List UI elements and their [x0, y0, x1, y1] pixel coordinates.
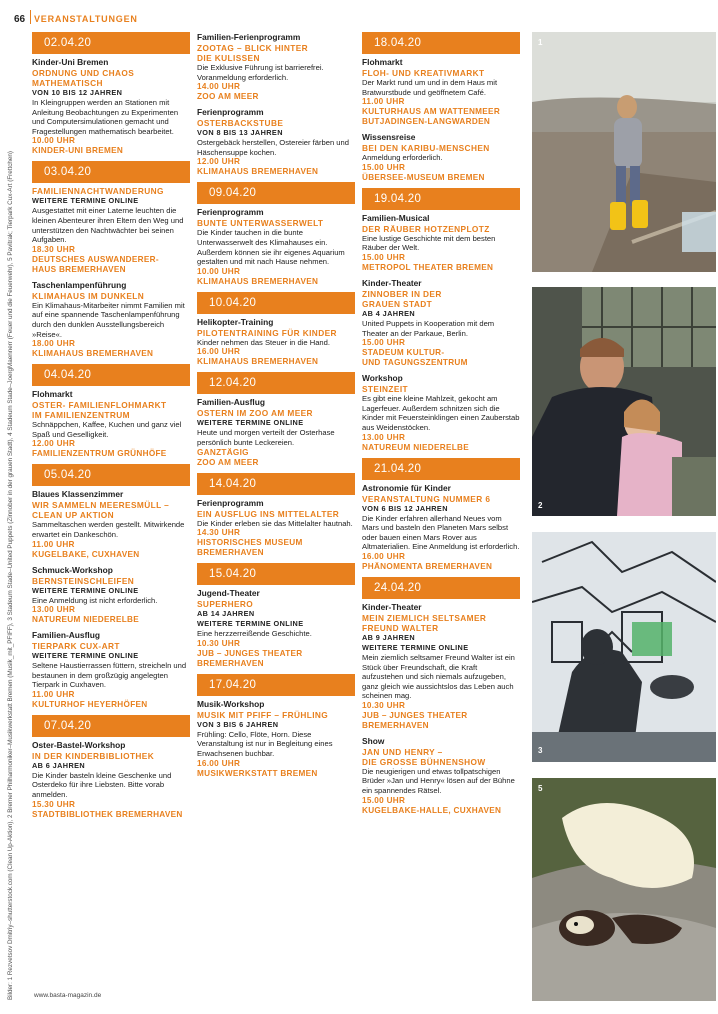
event-title: BERNSTEINSCHLEIFEN — [32, 575, 135, 586]
date-header: 17.04.20 — [197, 674, 355, 696]
event-age: VON 8 BIS 13 JAHREN — [197, 128, 283, 138]
event-title: WIR SAMMELN MEERESMÜLL – CLEAN UP AKTION — [32, 500, 170, 521]
event-age: AB 4 JAHREN — [362, 308, 416, 318]
event-title: EIN AUSFLUG INS MITTELALTER — [197, 508, 340, 519]
photo-label: 5 — [538, 784, 543, 793]
date-header: 05.04.20 — [32, 464, 190, 486]
event-location: STADTBIBLIOTHEK BREMERHAVEN — [32, 809, 183, 819]
event-category: Musik-Workshop — [197, 698, 265, 709]
event-time: 10.30 UHR — [362, 700, 406, 710]
event-title: TIERPARK CUX-ART — [32, 641, 120, 652]
event-item — [197, 498, 355, 559]
event-description: Die Kinder tauchen in die bunte Unterwasserwelt des Klimahauses ein. Außerdem können sie ihr eigenes Aquarium gestalten und mit nach Hause nehmen. — [197, 228, 345, 267]
event-location: KLIMAHAUS BREMERHAVEN — [197, 357, 319, 367]
event-time: 15.00 UHR — [362, 338, 406, 348]
photo-father-daughter — [532, 287, 716, 516]
date-header: 02.04.20 — [32, 32, 190, 54]
event-time: 15.00 UHR — [362, 252, 406, 262]
event-item — [197, 397, 355, 467]
event-description: Eine herzzerreißende Geschichte. — [197, 629, 312, 639]
photo-label: 1 — [538, 38, 543, 47]
event-description: Der Markt rund um und in dem Haus mit Bratwurstbude und geöffnetem Café. — [362, 78, 498, 97]
header-divider — [30, 10, 31, 24]
date-header: 09.04.20 — [197, 182, 355, 204]
event-description: Schnäppchen, Kaffee, Kuchen und ganz viel Spaß und Geselligkeit. — [32, 420, 182, 439]
event-description: Ausgestattet mit einer Laterne leuchten die kleinen Abenteurer ihren Eltern den Weg und unterstützen den Nachtwächter bei seinen Aufgaben. — [32, 206, 184, 245]
event-age: WEITERE TERMINE ONLINE — [197, 418, 304, 428]
date-header: 12.04.20 — [197, 372, 355, 394]
event-item — [197, 699, 355, 779]
event-title: ZINNOBER IN DER GRAUEN STADT — [362, 288, 442, 309]
event-time: 10.00 UHR — [32, 136, 76, 146]
event-age: VON 3 BIS 6 JAHREN — [197, 719, 279, 729]
event-age: AB 14 JAHREN WEITERE TERMINE ONLINE — [197, 609, 304, 629]
event-time: 11.00 UHR — [32, 689, 75, 699]
event-location: KINDER-UNI BREMEN — [32, 146, 124, 156]
event-item — [32, 565, 190, 626]
event-title: BUNTE UNTERWASSERWELT — [197, 218, 324, 229]
event-item — [32, 186, 190, 274]
date-header: 04.04.20 — [32, 364, 190, 386]
event-category: Show — [362, 735, 385, 746]
event-title: ZOOTAG – BLICK HINTER DIE KULISSEN — [197, 43, 309, 63]
column-3 — [362, 32, 520, 821]
event-description: Die Kinder basteln kleine Geschenke und Osterdeko für ihre Liebsten. Bitte vorab anmelden. — [32, 770, 172, 800]
event-item — [197, 588, 355, 669]
event-time: 18.30 UHR — [32, 244, 76, 254]
event-title: FLOH- UND KREATIVMARKT — [362, 68, 485, 78]
event-time: 16.00 UHR — [362, 551, 406, 561]
date-header: 18.04.20 — [362, 32, 520, 54]
event-time: 11.00 UHR — [362, 97, 405, 107]
event-location: NATUREUM NIEDERELBE — [362, 442, 469, 452]
event-location: ZOO AM MEER — [197, 92, 259, 102]
event-category: Familien-Ferienprogramm — [197, 32, 301, 42]
credits-text: Bilder: 1 Rezvetsov Dmitriy–shutterstock.com (Clean Up-Aktion), 2 Bremer Philharmoniker–Musikwerkstatt Bremen (Musik_mit_PFIFF), 3 Stadeum Stade–United Puppets (Zinnober in der grauen Stadt), 4 Stadeum Stade–JoergMaennerr (Feuer und die Feuerwehr), 5 Pavitrak; Tierpark Cux-Art (Frettchen) — [7, 150, 14, 1000]
event-age: AB 6 JAHREN — [32, 760, 86, 770]
event-item — [197, 107, 355, 177]
event-time: 15.00 UHR — [362, 795, 406, 805]
event-category: Schmuck-Workshop — [32, 564, 113, 575]
event-time: 18.00 UHR — [32, 339, 76, 349]
event-category: Ferienprogramm — [197, 107, 264, 118]
child-rainboots-beach-photo — [532, 32, 716, 272]
event-item — [32, 389, 190, 459]
event-category: Familien-Musical — [362, 212, 430, 223]
event-location: NATUREUM NIEDERELBE — [32, 615, 139, 625]
event-location: ZOO AM MEER — [197, 457, 259, 467]
event-title: FAMILIENNACHTWANDERUNG — [32, 186, 164, 197]
event-category: Jugend-Theater — [197, 588, 260, 599]
event-item — [32, 740, 190, 820]
column-2 — [197, 32, 355, 784]
event-description: Ein Klimahaus-Mitarbeiter nimmt Familien mit auf eine spannende Taschenlampenführung durch den dunklen Ausstellungsbereich »Reise«. — [32, 300, 185, 339]
date-header: 14.04.20 — [197, 473, 355, 495]
event-title: JAN UND HENRY – DIE GROSSE BÜHNENSHOW — [362, 746, 486, 767]
event-age: VON 6 BIS 12 JAHREN — [362, 503, 448, 513]
photo-ferret — [532, 778, 716, 1001]
puppet-theater-silhouette-photo — [532, 532, 716, 762]
date-header: 19.04.20 — [362, 188, 520, 210]
event-time: 13.00 UHR — [362, 432, 406, 442]
event-category: Astronomie für Kinder — [362, 482, 451, 493]
event-location: KLIMAHAUS BREMERHAVEN — [197, 276, 319, 286]
event-time: 16.00 UHR — [197, 758, 241, 768]
event-category: Blaues Klassenzimmer — [32, 489, 124, 500]
event-title: OSTERN IM ZOO AM MEER — [197, 408, 313, 419]
event-location: KLIMAHAUS BREMERHAVEN — [197, 167, 319, 177]
event-location: KUGELBAKE-HALLE, CUXHAVEN — [362, 805, 502, 815]
photo-label: 3 — [538, 746, 543, 755]
event-description: Die Exklusive Führung ist barrierefrei. Voranmeldung erforderlich. — [197, 63, 324, 82]
event-item — [197, 32, 355, 102]
event-description: Mein ziemlich seltsamer Freund Walter ist ein Stück über Freundschaft, die Kraft aufzustehen und sich niemals aufzugeben, ganz gleich wie aussichtslos das Leben auch scheinen mag. — [362, 652, 515, 701]
event-location: KUGELBAKE, CUXHAVEN — [32, 549, 140, 559]
event-item — [32, 57, 190, 156]
event-description: Eine Anmeldung ist nicht erforderlich. — [32, 595, 158, 605]
event-description: Ostergebäck herstellen, Ostereier färben und Häschensuppe kochen. — [197, 138, 349, 157]
event-description: Kinder nehmen das Steuer in die Hand. — [197, 337, 330, 347]
event-item — [362, 483, 520, 572]
page-number: 66 — [14, 14, 26, 25]
event-category: Familien-Ausflug — [197, 397, 265, 408]
event-time: 15.00 UHR — [362, 162, 406, 172]
event-description: Es gibt eine kleine Mahlzeit, gekocht am Lagerfeuer. Außerdem schnitzen sich die Kinder mit Feuersteinklingen einen Zauberstab aus Weidenstöcken. — [362, 394, 520, 432]
event-item — [197, 207, 355, 286]
event-category: Ferienprogramm — [197, 207, 264, 218]
event-description: Die Kinder erleben sie das Mittelalter hautnah. — [197, 518, 353, 528]
event-location: JUB – JUNGES THEATER BREMERHAVEN — [197, 648, 303, 668]
footer-url: www.basta-magazin.de — [34, 992, 102, 999]
event-age: VON 10 BIS 12 JAHREN — [32, 88, 123, 97]
event-item — [32, 280, 190, 359]
event-description: In Kleingruppen werden an Stationen mit Anleitung Beobachtungen zu Experimenten und Computersimulationen gemacht und Fragestellungen mathematisch bearbeitet. — [32, 98, 179, 136]
date-header: 10.04.20 — [197, 292, 355, 314]
event-title: IN DER KINDERBIBLIOTHEK — [32, 750, 155, 761]
event-category: Kinder-Uni Bremen — [32, 57, 109, 67]
event-category: Kinder-Theater — [362, 601, 422, 612]
event-location: FAMILIENZENTRUM GRÜNHÖFE — [32, 449, 167, 459]
event-description: Sammeltaschen werden gestellt. Mitwirkende erwartet ein Dankeschön. — [32, 520, 185, 539]
photo-label: 2 — [538, 501, 543, 510]
event-category: Familien-Ausflug — [32, 630, 100, 641]
event-location: HISTORISCHES MUSEUM BREMERHAVEN — [197, 538, 303, 558]
photo-child-rainboots — [532, 32, 716, 272]
event-description: United Puppets in Kooperation mit dem Theater an der Parkaue, Berlin. — [362, 318, 495, 338]
event-description: Anmeldung erforderlich. — [362, 153, 443, 163]
event-title: VERANSTALTUNG NUMMER 6 — [362, 493, 491, 504]
event-location: METROPOL THEATER BREMEN — [362, 262, 494, 272]
event-location: STADEUM KULTUR- UND TAGUNGSZENTRUM — [362, 348, 468, 368]
event-category: Workshop — [362, 373, 403, 384]
date-header: 07.04.20 — [32, 715, 190, 737]
event-time: 10.30 UHR — [197, 638, 241, 648]
event-description: Heute und morgen verteilt der Osterhase persönlich bunte Leckereien. — [197, 428, 335, 447]
event-time: GANZTÄGIG — [197, 447, 249, 457]
event-title: DER RÄUBER HOTZENPLOTZ — [362, 223, 490, 234]
event-time: 16.00 UHR — [197, 347, 241, 357]
event-time: 15.30 UHR — [32, 799, 76, 809]
event-location: DEUTSCHES AUSWANDERER- HAUS BREMERHAVEN — [32, 254, 159, 274]
event-category: Wissensreise — [362, 132, 416, 143]
event-title: ORDNUNG UND CHAOS MATHEMATISCH — [32, 68, 135, 88]
event-item — [362, 132, 520, 183]
event-item — [362, 213, 520, 273]
event-title: OSTERBACKSTUBE — [197, 118, 284, 129]
event-location: PHÄNOMENTA BREMERHAVEN — [362, 561, 493, 571]
event-item — [362, 736, 520, 816]
event-location: KLIMAHAUS BREMERHAVEN — [32, 349, 154, 359]
event-location: KULTURHOF HEYERHÖFEN — [32, 699, 148, 709]
event-item — [362, 57, 520, 127]
event-location: MUSIKWERKSTATT BREMEN — [197, 768, 318, 778]
event-description: Die neugierigen und etwas tollpatschigen Brüder »Jan und Henry« lösen auf der Bühne ein spannendes Rätsel. — [362, 766, 515, 796]
event-item — [362, 278, 520, 368]
event-item — [197, 317, 355, 368]
event-description: Seltene Haustierrassen füttern, streicheln und bestaunen in dem großzügig angelegten Tierpark in Cuxhaven. — [32, 661, 187, 690]
event-description: Die Kinder erfahren allerhand Neues vom Mars und basteln den Planeten Mars selbst oder bauen einen Mars Rover aus Altmaterialien. Eine Anmeldung ist erforderlich. — [362, 513, 520, 552]
event-category: Oster-Bastel-Workshop — [32, 739, 126, 750]
event-location: ÜBERSEE-MUSEUM BREMEN — [362, 172, 485, 182]
event-time: 12.00 UHR — [32, 439, 76, 449]
date-header: 03.04.20 — [32, 161, 190, 183]
event-title: BEI DEN KARIBU-MENSCHEN — [362, 143, 490, 154]
event-time: 12.00 UHR — [197, 157, 241, 167]
event-age: WEITERE TERMINE ONLINE — [32, 651, 139, 661]
event-description: Eine lustige Geschichte mit dem besten Räuber der Welt. — [362, 233, 496, 253]
event-time: 11.00 UHR — [32, 539, 75, 549]
photo-credits — [2, 60, 16, 1000]
event-time: 13.00 UHR — [32, 605, 76, 615]
event-title: PILOTENTRAINING FÜR KINDER — [197, 327, 337, 338]
event-title: MUSIK MIT PFIFF – FRÜHLING — [197, 709, 329, 720]
event-age: WEITERE TERMINE ONLINE — [32, 196, 139, 206]
event-location: KULTURHAUS AM WATTENMEER BUTJADINGEN-LANGWARDEN — [362, 107, 501, 127]
event-time: 14.30 UHR — [197, 528, 241, 538]
event-category: Flohmarkt — [32, 389, 73, 400]
event-time: 14.00 UHR — [197, 82, 241, 92]
ferret-photo — [532, 778, 716, 1001]
event-item — [362, 373, 520, 452]
event-location: JUB – JUNGES THEATER BREMERHAVEN — [362, 710, 468, 730]
date-header: 15.04.20 — [197, 563, 355, 585]
father-daughter-painting-photo — [532, 287, 716, 516]
event-item — [32, 630, 190, 710]
event-title: SUPERHERO — [197, 599, 254, 610]
event-category: Ferienprogramm — [197, 497, 264, 508]
event-title: KLIMAHAUS IM DUNKELN — [32, 290, 145, 301]
column-1 — [32, 32, 190, 825]
event-item — [362, 602, 520, 731]
photo-puppet-theater — [532, 532, 716, 762]
event-category: Kinder-Theater — [362, 277, 422, 288]
date-header: 21.04.20 — [362, 458, 520, 480]
section-title: VERANSTALTUNGEN — [34, 14, 138, 24]
event-time: 10.00 UHR — [197, 266, 241, 276]
event-category: Helikopter-Training — [197, 316, 274, 327]
event-item — [32, 489, 190, 559]
event-category: Taschenlampenführung — [32, 279, 127, 290]
event-title: OSTER- FAMILIENFLOHMARKT IM FAMILIENZENTRUM — [32, 400, 167, 421]
event-age: WEITERE TERMINE ONLINE — [32, 585, 139, 595]
event-age: AB 9 JAHREN WEITERE TERMINE ONLINE — [362, 632, 469, 652]
event-title: STEINZEIT — [362, 384, 409, 395]
event-category: Flohmarkt — [362, 57, 403, 67]
event-description: Frühling: Cello, Flöte, Horn. Diese Veranstaltung ist nur in Begleitung eines Erwachsenen buchbar. — [197, 729, 333, 758]
event-title: MEIN ZIEMLICH SELTSAMER FREUND WALTER — [362, 612, 487, 633]
date-header: 24.04.20 — [362, 577, 520, 599]
